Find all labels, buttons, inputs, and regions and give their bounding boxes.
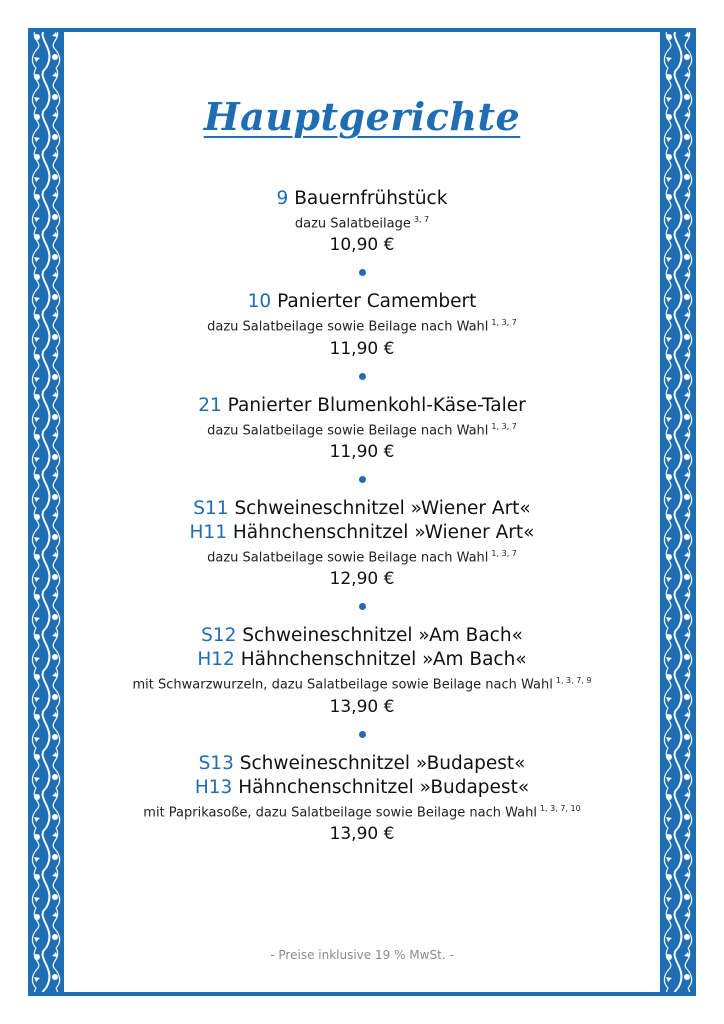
dish-item (64, 290, 660, 360)
allergen-note: 1, 3, 7 (491, 318, 517, 328)
separator-dot-icon (359, 476, 366, 483)
allergen-note: 1, 3, 7, 10 (539, 803, 581, 813)
allergen-note: 1, 3, 7 (491, 421, 517, 431)
dish-name: 21 Panierter Blumenkohl-Käse-Taler (198, 394, 526, 416)
dish-name: H12 Hähnchenschnitzel »Am Bach« (197, 649, 527, 671)
price-footnote: - Preise inklusive 19 % MwSt. - (270, 948, 454, 962)
dish-item (64, 187, 660, 257)
dish-name: H11 Hähnchenschnitzel »Wiener Art« (189, 521, 535, 543)
dish-description: dazu Salatbeilage sowie Beilage nach Wahl $^{1, 3, 7}$ (207, 421, 517, 438)
dish-price: 13,90 € (329, 823, 395, 844)
dish-description: dazu Salatbeilage sowie Beilage nach Wahl $^{1, 3, 7}$ (207, 318, 517, 335)
dish-price: 11,90 € (329, 441, 395, 462)
dish-name: 9 Bauernfrühstück (276, 188, 448, 209)
dish-description: mit Paprikasoße, dazu Salatbeilage sowie Beilage nach Wahl $^{1, 3, 7, 10}$ (143, 803, 581, 820)
separator-dot-icon (359, 731, 366, 738)
allergen-note: 1, 3, 7 (491, 548, 517, 558)
dish-name: H13 Hähnchenschnitzel »Budapest« (194, 776, 530, 798)
dish-price: 10,90 € (329, 235, 395, 256)
dish-name: S11 Schweineschnitzel »Wiener Art« (193, 497, 531, 519)
decorative-border-right (660, 28, 696, 996)
dish-item (64, 497, 660, 591)
dish-description: dazu Salatbeilage $^{3, 7}$ (294, 215, 430, 232)
separator-dot-icon (359, 603, 366, 610)
dish-list (64, 187, 660, 846)
dish-name: S13 Schweineschnitzel »Budapest« (198, 752, 526, 774)
dish-price: 13,90 € (329, 696, 395, 717)
dish-description: mit Schwarzwurzeln, dazu Salatbeilage sowie Beilage nach Wahl $^{1, 3, 7, 9}$ (132, 676, 592, 693)
dish-price: 12,90 € (329, 569, 395, 590)
allergen-note: 1, 3, 7, 9 (555, 676, 592, 686)
dish-description: dazu Salatbeilage sowie Beilage nach Wahl $^{1, 3, 7}$ (207, 548, 517, 566)
dish-name: 10 Panierter Camembert (247, 291, 477, 313)
menu-page (64, 32, 660, 992)
dish-item (64, 624, 660, 718)
allergen-note: 3, 7 (413, 215, 430, 224)
dish-price: 11,90 € (329, 338, 395, 359)
dish-item (64, 752, 660, 846)
separator-dot-icon (359, 373, 366, 380)
page-title: Hauptgerichte (203, 94, 521, 139)
decorative-border-left (28, 28, 64, 996)
floral-pattern-right-icon (660, 28, 696, 996)
separator-dot-icon (359, 269, 366, 276)
decorative-border-bottom (28, 992, 696, 996)
dish-name: S12 Schweineschnitzel »Am Bach« (201, 625, 523, 647)
dish-item (64, 394, 660, 464)
floral-pattern-left-icon (28, 28, 64, 996)
